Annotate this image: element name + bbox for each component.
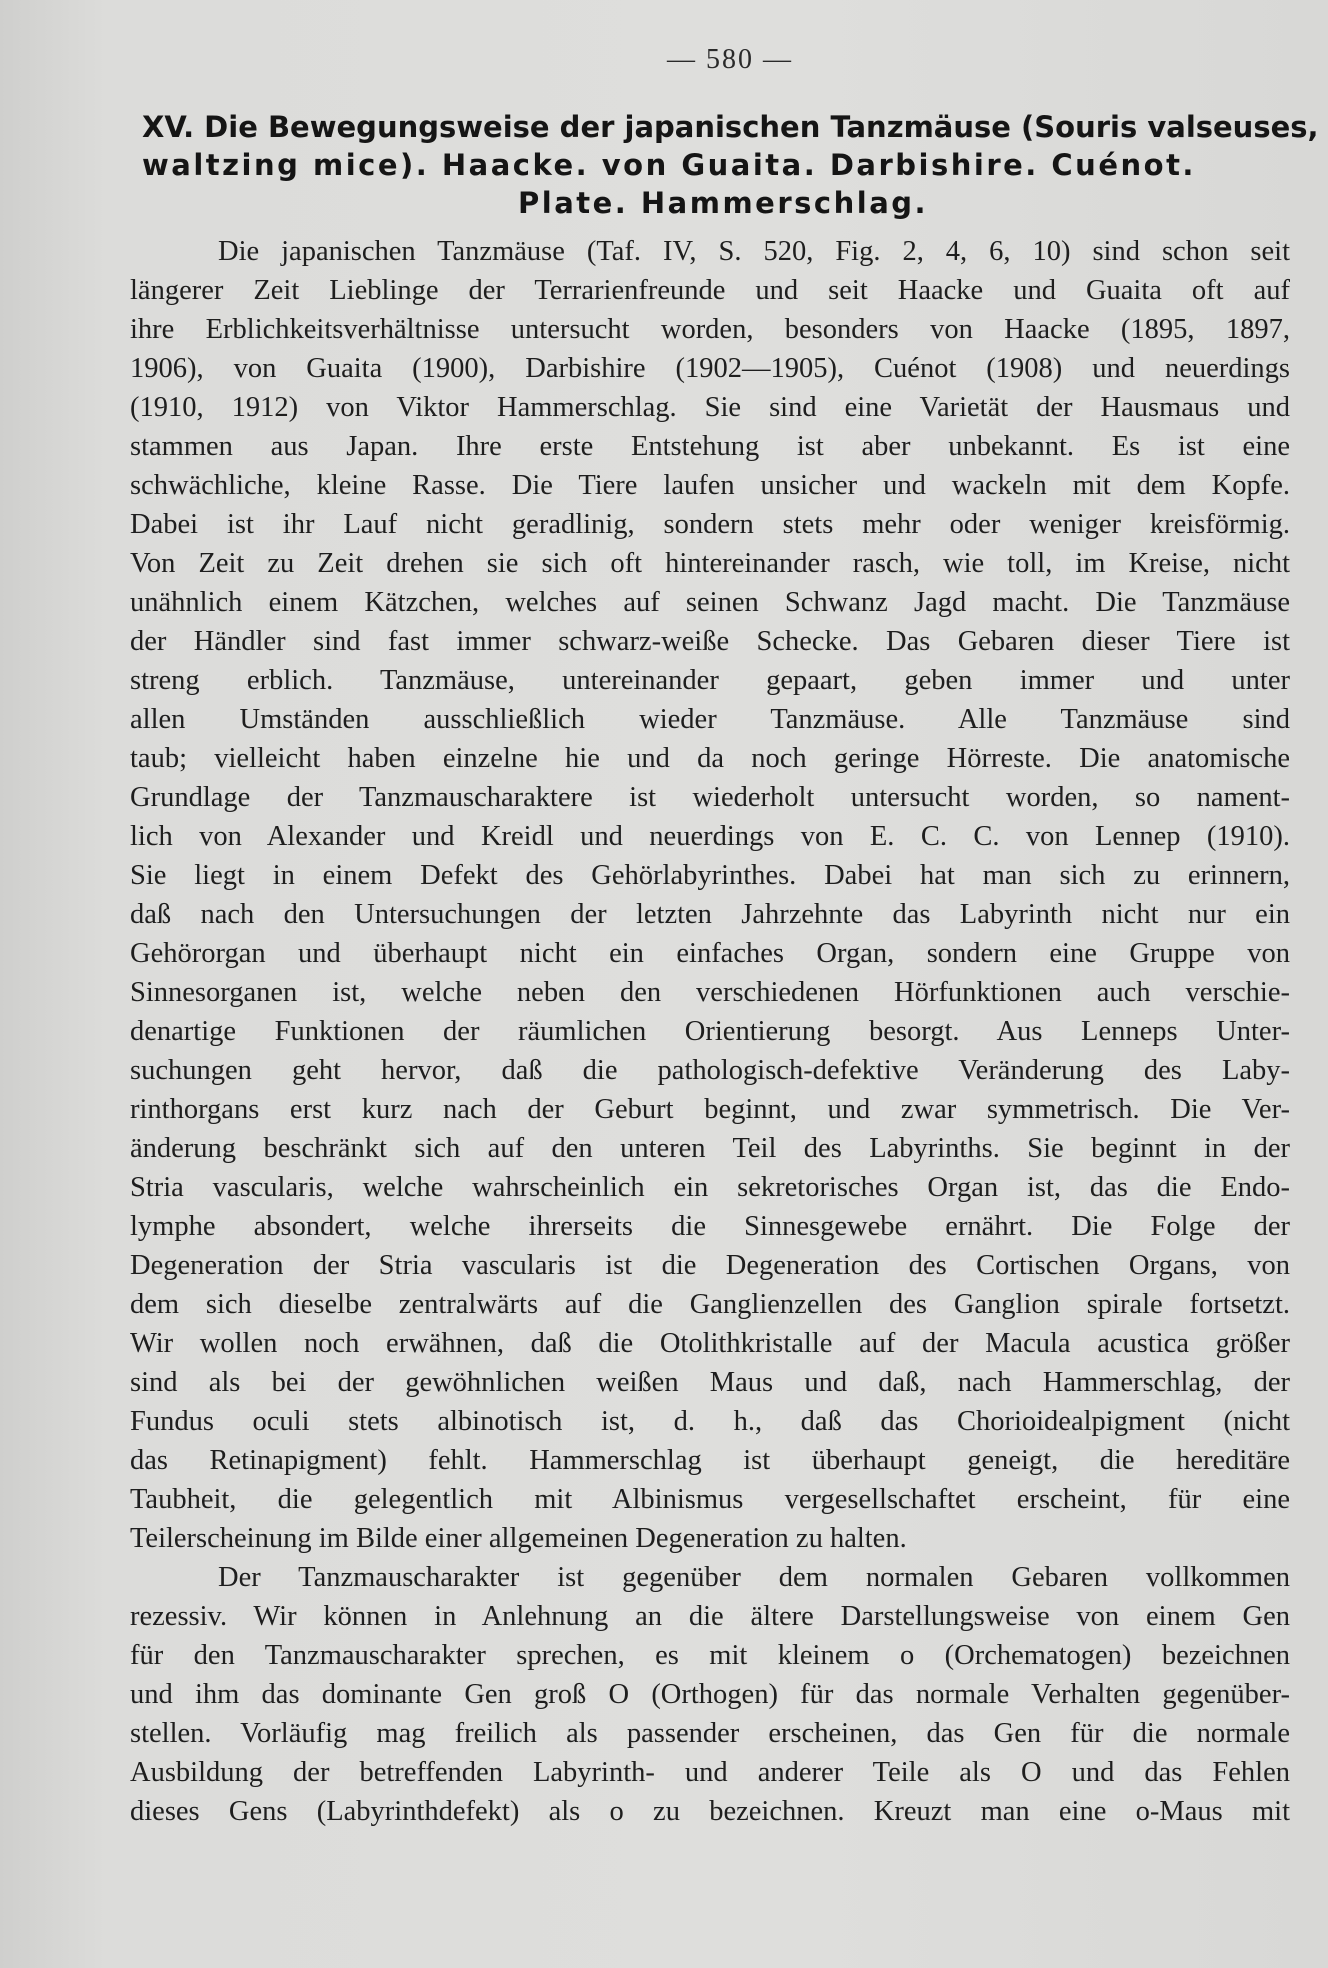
text-line: Von Zeit zu Zeit drehen sie sich oft hintereinander rasch, wie toll, im Kreise, nicht — [130, 548, 1290, 579]
paragraph-2 — [130, 1558, 1290, 1831]
text-line: rezessiv. Wir können in Anlehnung an die ältere Darstellungsweise von einem Gen — [130, 1601, 1290, 1632]
text-line: das Retinapigment) fehlt. Hammerschlag ist überhaupt geneigt, die hereditäre — [130, 1445, 1290, 1476]
text-line: denartige Funktionen der räumlichen Orientierung besorgt. Aus Lenneps Unter- — [130, 1016, 1290, 1047]
heading-line-1: XV. Die Bewegungsweise der japanischen Tanzmäuse (Souris valseuses, — [142, 110, 1319, 144]
text-line: Sie liegt in einem Defekt des Gehörlabyrinthes. Dabei hat man sich zu erinnern, — [130, 860, 1290, 891]
text-line: lich von Alexander und Kreidl und neuerdings von E. C. C. von Lennep (1910). — [130, 821, 1290, 852]
text-line: allen Umständen ausschließlich wieder Tanzmäuse. Alle Tanzmäuse sind — [130, 704, 1290, 735]
text-line: Teilerscheinung im Bilde einer allgemeinen Degeneration zu halten. — [130, 1523, 907, 1554]
heading-line-2: waltzing mice). Haacke. von Guaita. Darbishire. Cuénot. — [142, 148, 1196, 182]
text-line: taub; vielleicht haben einzelne hie und da noch geringe Hörreste. Die anatomische — [130, 743, 1290, 774]
text-line: suchungen geht hervor, daß die pathologisch-defektive Veränderung des Laby- — [130, 1055, 1290, 1086]
text-line: änderung beschränkt sich auf den unteren Teil des Labyrinths. Sie beginnt in der — [130, 1133, 1290, 1164]
text-line: schwächliche, kleine Rasse. Die Tiere laufen unsicher und wackeln mit dem Kopfe. — [130, 470, 1290, 501]
text-line: rinthorgans erst kurz nach der Geburt beginnt, und zwar symmetrisch. Die Ver- — [130, 1094, 1290, 1125]
text-line: Ausbildung der betreffenden Labyrinth- und anderer Teile als O und das Fehlen — [130, 1757, 1290, 1788]
text-line: Taubheit, die gelegentlich mit Albinismus vergesellschaftet erscheint, für eine — [130, 1484, 1290, 1515]
text-line: dieses Gens (Labyrinthdefekt) als o zu bezeichnen. Kreuzt man eine o-Maus mit — [130, 1796, 1290, 1827]
heading-line-3: Plate. Hammerschlag. — [518, 186, 929, 220]
text-line: Gehörorgan und überhaupt nicht ein einfaches Organ, sondern eine Gruppe von — [130, 938, 1290, 969]
text-line: Fundus oculi stets albinotisch ist, d. h., daß das Chorioidealpigment (nicht — [130, 1406, 1290, 1437]
text-line: 1906), von Guaita (1900), Darbishire (1902—1905), Cuénot (1908) und neuerdings — [130, 353, 1290, 384]
paragraph-1 — [130, 232, 1290, 1558]
page-number: — 580 — — [667, 44, 793, 75]
text-line: für den Tanzmauscharakter sprechen, es mit kleinem o (Orchematogen) bezeichnen — [130, 1640, 1290, 1671]
text-line: dem sich dieselbe zentralwärts auf die Ganglienzellen des Ganglion spirale fortsetzt. — [130, 1289, 1290, 1320]
section-heading — [142, 108, 1319, 222]
text-line: (1910, 1912) von Viktor Hammerschlag. Sie sind eine Varietät der Hausmaus und — [130, 392, 1290, 423]
text-line: lymphe absondert, welche ihrerseits die Sinnesgewebe ernährt. Die Folge der — [130, 1211, 1290, 1242]
text-line: sind als bei der gewöhnlichen weißen Maus und daß, nach Hammerschlag, der — [130, 1367, 1290, 1398]
text-line: Die japanischen Tanzmäuse (Taf. IV, S. 520, Fig. 2, 4, 6, 10) sind schon seit — [218, 236, 1290, 267]
text-line: längerer Zeit Lieblinge der Terrarienfreunde und seit Haacke und Guaita oft auf — [130, 275, 1290, 306]
text-line: stellen. Vorläufig mag freilich als passender erscheinen, das Gen für die normale — [130, 1718, 1290, 1749]
text-line: daß nach den Untersuchungen der letzten Jahrzehnte das Labyrinth nicht nur ein — [130, 899, 1290, 930]
text-line: der Händler sind fast immer schwarz-weiße Schecke. Das Gebaren dieser Tiere ist — [130, 626, 1290, 657]
body-text — [130, 232, 1290, 1831]
text-line: streng erblich. Tanzmäuse, untereinander gepaart, geben immer und unter — [130, 665, 1290, 696]
text-line: und ihm das dominante Gen groß O (Orthogen) für das normale Verhalten gegenüber- — [130, 1679, 1290, 1710]
text-line: Dabei ist ihr Lauf nicht geradlinig, sondern stets mehr oder weniger kreisförmig. — [130, 509, 1290, 540]
text-line: ihre Erblichkeitsverhältnisse untersucht worden, besonders von Haacke (1895, 1897, — [130, 314, 1290, 345]
text-line: Wir wollen noch erwähnen, daß die Otolithkristalle auf der Macula acustica größer — [130, 1328, 1290, 1359]
text-line: unähnlich einem Kätzchen, welches auf seinen Schwanz Jagd macht. Die Tanzmäuse — [130, 587, 1290, 618]
text-line: stammen aus Japan. Ihre erste Entstehung ist aber unbekannt. Es ist eine — [130, 431, 1290, 462]
text-line: Der Tanzmauscharakter ist gegenüber dem normalen Gebaren vollkommen — [218, 1562, 1290, 1593]
text-line: Stria vascularis, welche wahrscheinlich ein sekretorisches Organ ist, das die Endo- — [130, 1172, 1290, 1203]
text-line: Grundlage der Tanzmauscharaktere ist wiederholt untersucht worden, so nament- — [130, 782, 1290, 813]
text-line: Degeneration der Stria vascularis ist die Degeneration des Cortischen Organs, von — [130, 1250, 1290, 1281]
text-line: Sinnesorganen ist, welche neben den verschiedenen Hörfunktionen auch verschie- — [130, 977, 1290, 1008]
